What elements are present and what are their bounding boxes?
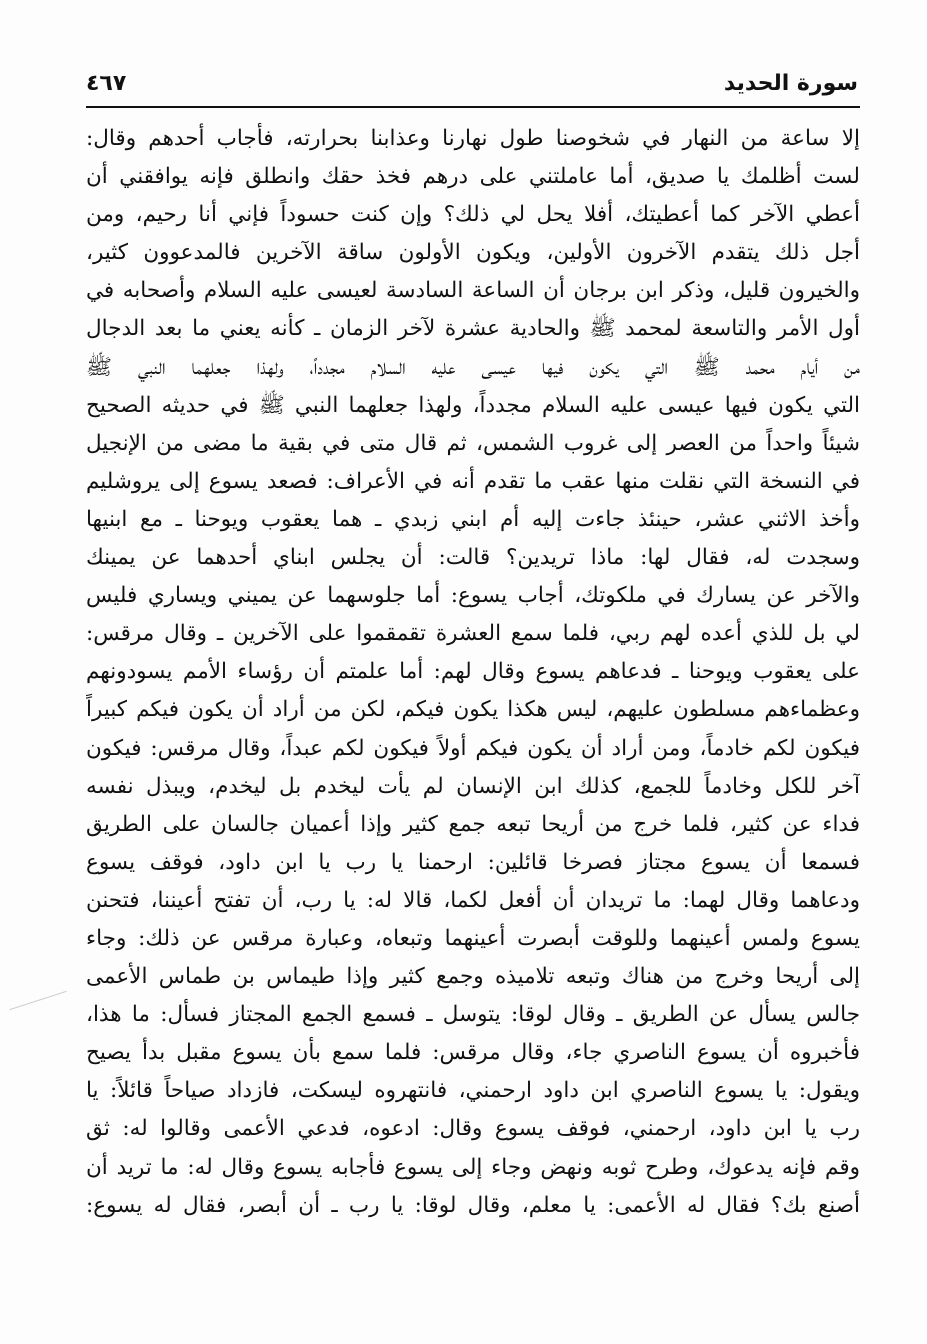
body-text	[86, 120, 860, 1225]
text-line: وسجدت له، فقال لها: ماذا تريدين؟ قالت: أن يجلس ابناي أحدهما عن يمينك	[86, 545, 860, 571]
text-line: على يعقوب ويوحنا ـ فدعاهم يسوع وقال لهم: أما علمتم أن رؤساء الأمم يسودونهم	[86, 659, 860, 685]
text-line: آخر للكل وخادماً للجمع، كذلك ابن الإنسان لم يأت ليخدم بل ليخدم، ويبذل نفسه	[86, 773, 860, 799]
running-title: سورة الحديد	[723, 71, 858, 96]
text-line: رب يا ابن داود، ارحمني، فوقف يسوع وقال: ادعوه، فدعي الأعمى وقالوا له: ثق	[86, 1116, 860, 1142]
text-line: وقم فإنه يدعوك، وطرح ثوبه ونهض وجاء إلى يسوع فأجابه يسوع وقال له: ما تريد أن	[86, 1154, 860, 1180]
text-line: والآخر عن يسارك في ملكوتك، أجاب يسوع: أما جلوسهما عن يميني ويساري فليس	[86, 583, 860, 609]
text-line: ودعاهما وقال لهما: ما تريدان أن أفعل لكما، قالا له: يا رب، أن تفتح أعيننا، فتحنن	[86, 887, 860, 913]
text-line: إلا ساعة من النهار في شخوصنا طول نهارنا وعذابنا بحرارته، فأجاب أحدهم وقال:	[86, 126, 860, 151]
text-line: أصنع بك؟ فقال له الأعمى: يا معلم، وقال لوقا: يا رب ـ أن أبصر، فقال له يسوع:	[86, 1192, 860, 1218]
text-line: فأخبروه أن يسوع الناصري جاء، وقال مرقس: فلما سمع بأن يسوع مقبل بدأ يصيح	[86, 1040, 860, 1066]
page-number: ٤٦٧	[86, 71, 127, 96]
text-line: إلى أريحا وخرج من هناك وتبعه تلاميذه وجمع كثير وإذا طيماس بن طماس الأعمى	[86, 964, 860, 990]
text-line: فيكون لكم خادماً، ومن أراد أن يكون فيكم أولاً فيكون لكم عبداً، وقال مرقس: فيكون	[86, 735, 860, 761]
text-line: في النسخة التي نقلت منها عقب ما تقدم أنه في الأعراف: فصعد يسوع إلى يروشليم	[86, 468, 860, 494]
text-line: فداء عن كثير، فلما خرج من أريحا تبعه جمع كثير وإذا أعميان جالسان على الطريق	[86, 811, 860, 837]
text-line: لي بل للذي أعده لهم ربي، فلما سمع العشرة تقمقموا على الآخرين ـ وقال مرقس:	[86, 621, 860, 647]
text-line: ويقول: يا يسوع الناصري ابن داود ارحمني، فانتهروه ليسكت، فازداد صياحاً قائلاً: يا	[86, 1078, 860, 1104]
text-line: وعظماءهم مسلطون عليهم، ليس هكذا يكون فيكم، لكن من أراد أن يكون فيكم كبيراً	[86, 697, 860, 723]
text-line: جالس يسأل عن الطريق ـ وقال لوقا: يتوسل ـ فسمع الجمع المجتاز فسأل: ما هذا،	[86, 1002, 860, 1028]
text-line: لست أظلمك يا صديق، أما عاملتني على درهم فخذ حقك وانطلق فإنه يوافقني أن	[86, 164, 860, 190]
text-line: شيئاً واحداً من العصر إلى غروب الشمس، ثم قال متى في بقية ما مضى من الإنجيل	[86, 430, 860, 456]
header-rule	[86, 106, 860, 108]
page-header	[86, 66, 858, 106]
text-line: والخيرون قليل، وذكر ابن برجان أن الساعة السادسة لعيسى عليه السلام وأصحابه في	[86, 278, 860, 304]
text-line: يسوع ولمس أعينهما وللوقت أبصرت أعينهما وتبعاه، وعبارة مرقس عن ذلك: وجاء	[86, 925, 860, 951]
text-line: وأخذ الاثني عشر، حينئذ جاءت إليه أم ابني زبدي ـ هما يعقوب ويوحنا ـ مع ابنيها	[86, 506, 860, 532]
text-line: أعطي الآخر كما أعطيتك، أفلا يحل لي ذلك؟ وإن كنت حسوداً فإني أنا رحيم، ومن	[86, 202, 860, 228]
text-line: التي يكون فيها عيسى عليه السلام مجدداً، ولهذا جعلهما النبي ﷺ في حديثه الصحيح	[86, 392, 860, 418]
text-line: من أيام محمد ﷺ التي يكون فيها عيسى عليه السلام مجدداً، ولهذا جعلهما النبي ﷺ	[86, 354, 860, 380]
scan-artifact	[9, 991, 66, 1010]
text-line: أجل ذلك يتقدم الآخرون الأولين، ويكون الأولون ساقة الآخرين فالمدعوون كثير،	[86, 240, 860, 266]
text-line: أول الأمر والتاسعة لمحمد ﷺ والحادية عشرة لآخر الزمان ـ كأنه يعني ما بعد الدجال	[86, 316, 860, 342]
text-line: فسمعا أن يسوع مجتاز فصرخا قائلين: ارحمنا يا رب يا ابن داود، فوقف يسوع	[86, 849, 860, 875]
